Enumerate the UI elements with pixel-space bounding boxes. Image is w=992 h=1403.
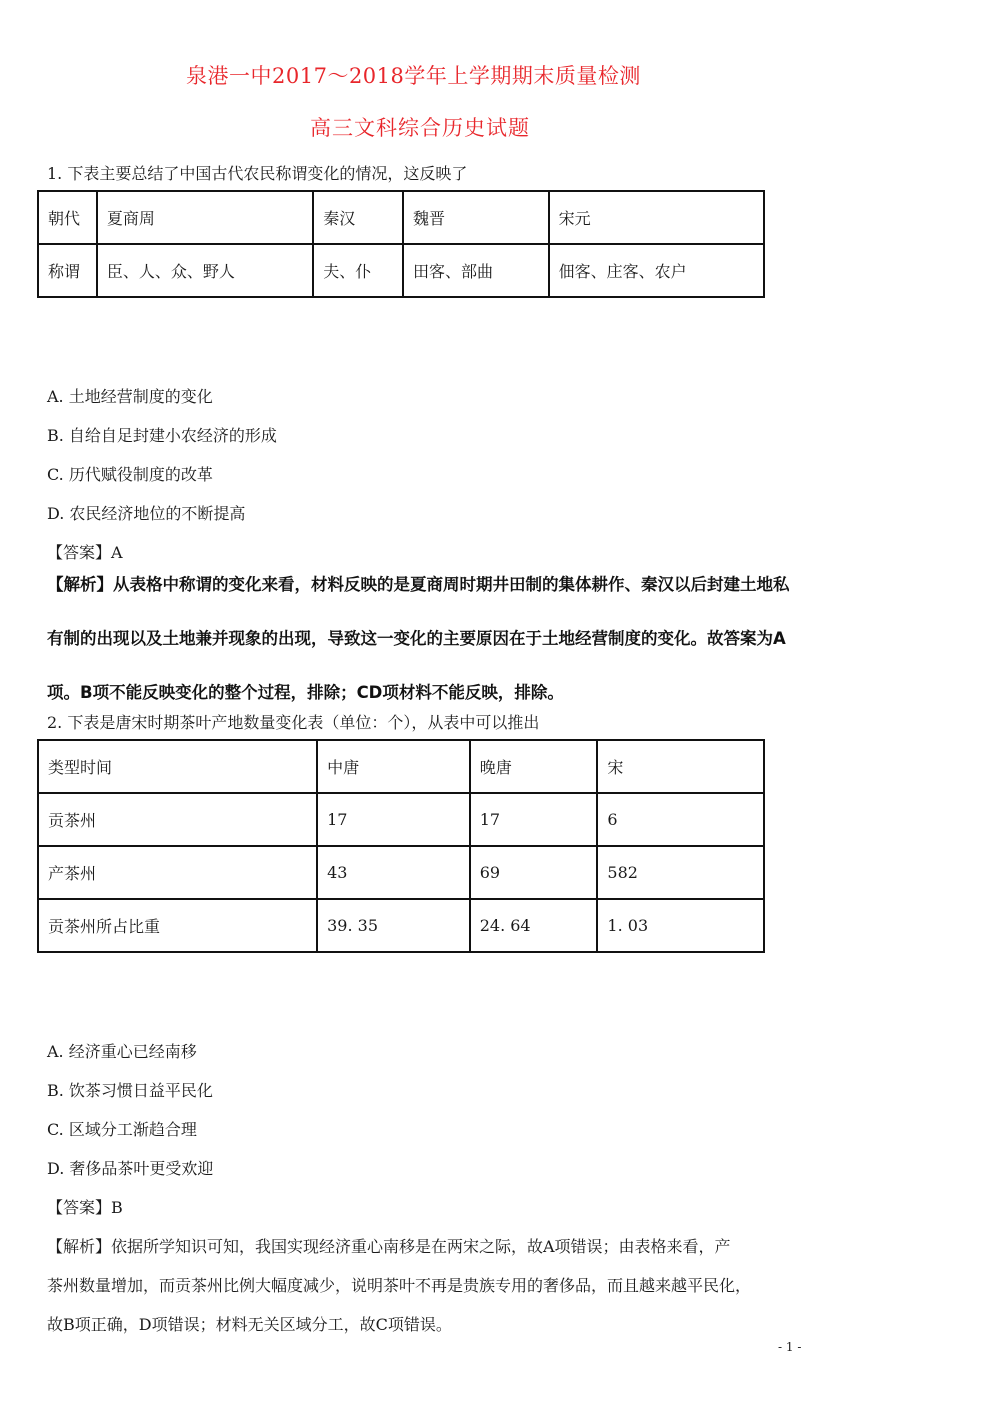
q1-answer: 【答案】A [47,543,123,562]
q2-option-d: D. 奢侈品茶叶更受欢迎 [47,1159,214,1178]
table-cell: 佃客、庄客、农户 [549,244,764,297]
q2-option-c: C. 区域分工渐趋合理 [47,1120,197,1139]
q1-analysis-line: 【解析】从表格中称谓的变化来看，材料反映的是夏商周时期井田制的集体耕作、秦汉以后封建土地私 [47,575,790,594]
table-row [38,740,764,793]
q1-table [37,190,765,298]
q2-option-a: A. 经济重心已经南移 [47,1042,197,1061]
q2-stem: 2. 下表是唐宋时期茶叶产地数量变化表（单位：个），从表中可以推出 [47,713,540,732]
document-title: 泉港一中2017～2018学年上学期期末质量检测 [186,64,641,88]
table-cell: 称谓 [38,244,97,297]
table-cell: 朝代 [38,191,97,244]
q1-analysis-line: 项。B项不能反映变化的整个过程，排除；CD项材料不能反映，排除。 [47,683,564,702]
table-row [38,793,764,846]
q1-option-b: B. 自给自足封建小农经济的形成 [47,426,277,445]
q1-option-c: C. 历代赋役制度的改革 [47,465,213,484]
table-cell: 贡茶州 [38,793,317,846]
table-cell: 夏商周 [97,191,313,244]
table-cell: 43 [317,846,470,899]
table-cell: 夫、仆 [313,244,403,297]
q2-analysis-line: 故B项正确，D项错误；材料无关区域分工，故C项错误。 [47,1315,452,1334]
table-cell: 6 [597,793,764,846]
table-cell: 69 [470,846,598,899]
table-cell: 17 [317,793,470,846]
table-cell: 类型时间 [38,740,317,793]
table-cell: 中唐 [317,740,470,793]
q2-option-b: B. 饮茶习惯日益平民化 [47,1081,213,1100]
table-cell: 1. 03 [597,899,764,952]
table-cell: 39. 35 [317,899,470,952]
q2-table [37,739,765,953]
table-cell: 晚唐 [470,740,598,793]
table-cell: 宋元 [549,191,764,244]
table-cell: 17 [470,793,598,846]
table-cell: 魏晋 [403,191,549,244]
q2-analysis-line: 茶州数量增加，而贡茶州比例大幅度减少，说明茶叶不再是贵族专用的奢侈品，而且越来越平民化， [47,1276,752,1295]
table-cell: 24. 64 [470,899,598,952]
table-cell: 臣、人、众、野人 [97,244,313,297]
table-row [38,846,764,899]
table-cell: 宋 [597,740,764,793]
q2-analysis-line: 【解析】依据所学知识可知，我国实现经济重心南移是在两宋之际，故A项错误；由表格来看，产 [47,1237,731,1256]
q2-answer: 【答案】B [47,1198,123,1217]
q1-option-d: D. 农民经济地位的不断提高 [47,504,246,523]
q1-stem: 1. 下表主要总结了中国古代农民称谓变化的情况，这反映了 [47,164,468,183]
page-number: - 1 - [778,1340,802,1354]
q1-analysis-line: 有制的出现以及土地兼并现象的出现，导致这一变化的主要原因在于土地经营制度的变化。故答案为A [47,629,786,648]
table-cell: 秦汉 [313,191,403,244]
q1-option-a: A. 土地经营制度的变化 [47,387,213,406]
table-row [38,899,764,952]
table-cell: 582 [597,846,764,899]
table-row [38,191,764,244]
table-row [38,244,764,297]
document-subtitle: 高三文科综合历史试题 [310,116,530,140]
table-cell: 产茶州 [38,846,317,899]
table-cell: 贡茶州所占比重 [38,899,317,952]
table-cell: 田客、部曲 [403,244,549,297]
